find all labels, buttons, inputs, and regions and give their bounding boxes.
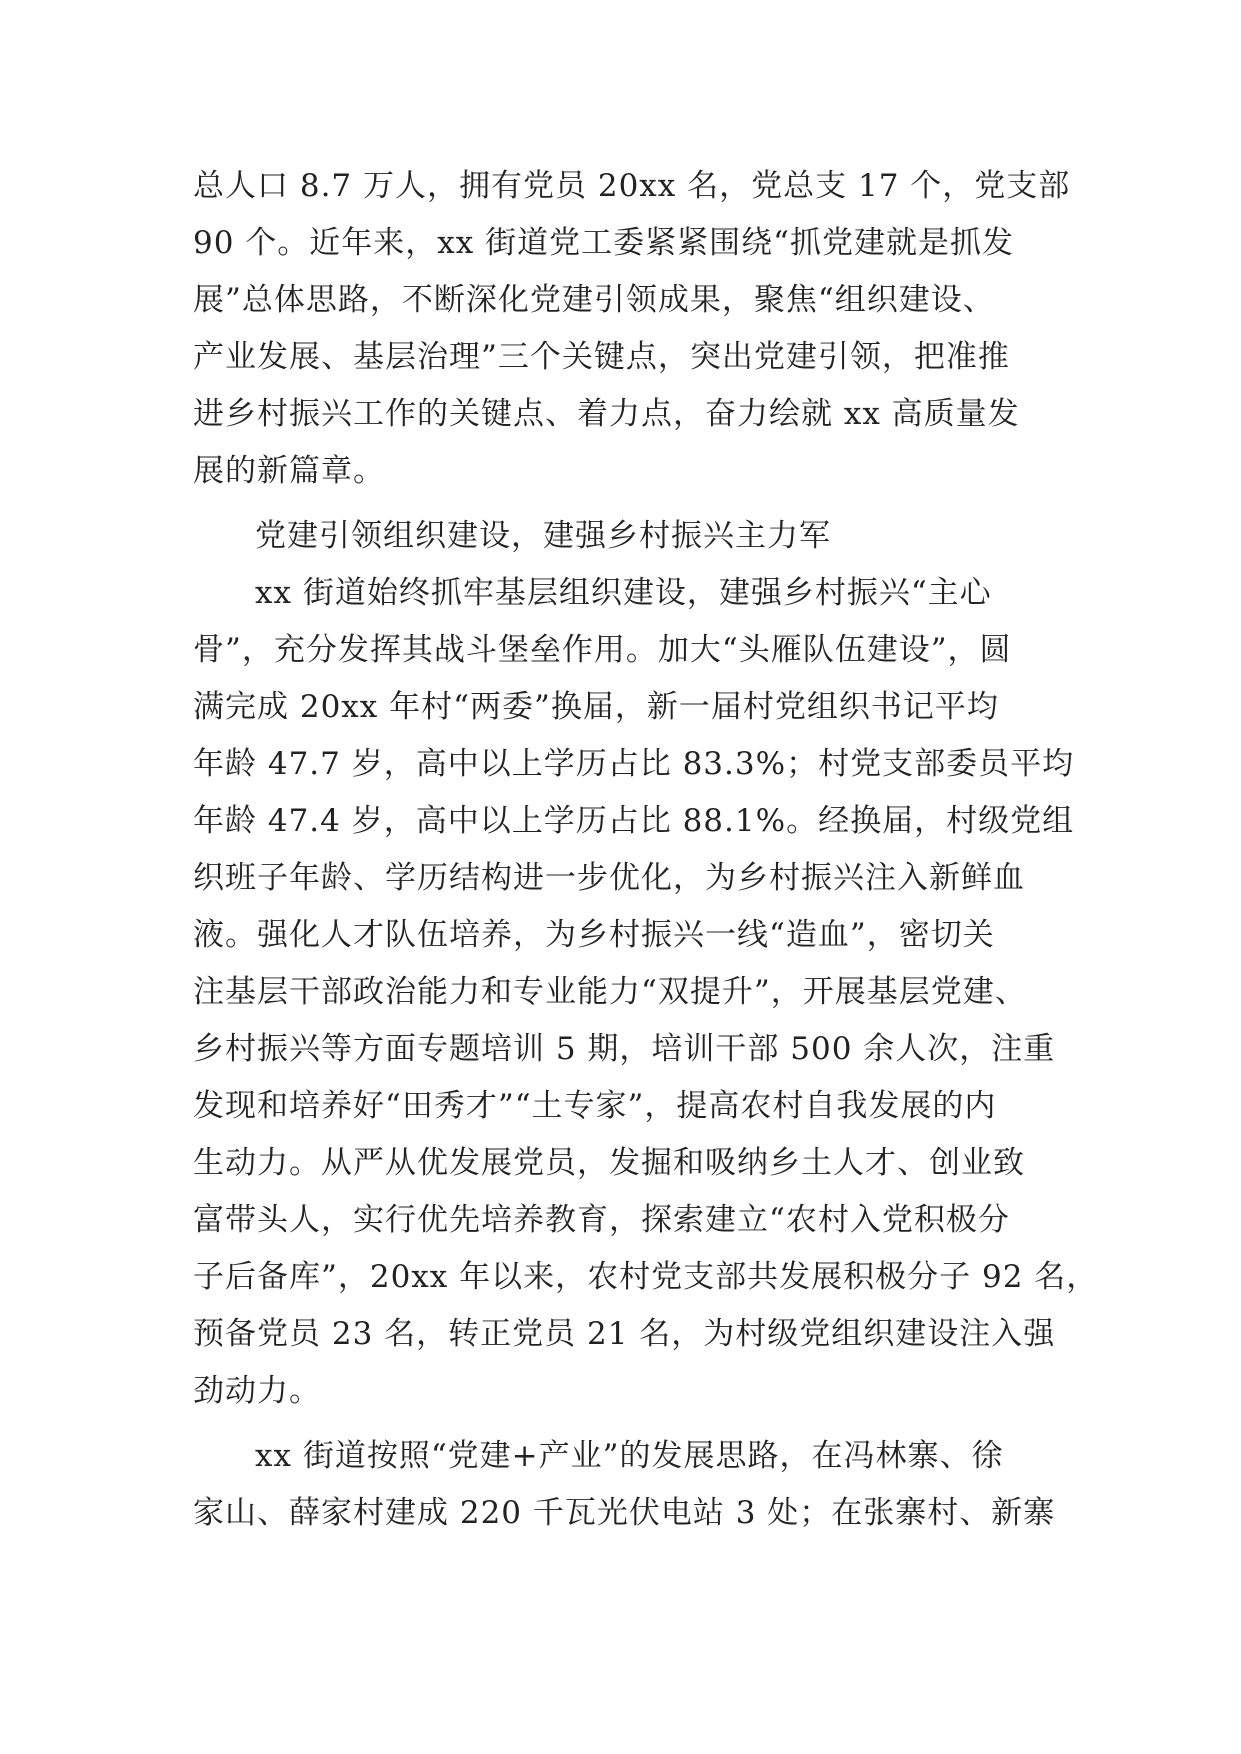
text-line: 注基层干部政治能力和专业能力“双提升”，开展基层党建、 — [193, 974, 1027, 1010]
text-line: 产业发展、基层治理”三个关键点，突出党建引领，把准推 — [193, 339, 1010, 375]
text-line: 满完成 20xx 年村“两委”换届，新一届村党组织书记平均 — [193, 689, 999, 725]
text-line: 进乡村振兴工作的关键点、着力点，奋力绘就 xx 高质量发 — [193, 396, 1020, 432]
document-body — [193, 158, 1099, 1542]
text-line: 乡村振兴等方面专题培训 5 期，培训干部 500 余人次，注重 — [193, 1031, 1056, 1067]
text-line: 家山、薛家村建成 220 千瓦光伏电站 3 处；在张寨村、新寨 — [193, 1495, 1056, 1531]
text-line: 劲动力。 — [193, 1373, 321, 1409]
text-line: 年龄 47.4 岁，高中以上学历占比 88.1%。经换届，村级党组 — [193, 803, 1075, 839]
text-line: 发现和培养好“田秀才”“土专家”，提高农村自我发展的内 — [193, 1088, 997, 1124]
organization-paragraph — [193, 565, 1099, 1420]
text-line: xx 街道始终抓牢基层组织建设，建强乡村振兴“主心 — [255, 575, 992, 611]
text-line: 生动力。从严从优发展党员，发掘和吸纳乡土人才、创业致 — [193, 1145, 1025, 1181]
text-line: 液。强化人才队伍培养，为乡村振兴一线“造血”，密切关 — [193, 917, 995, 953]
text-line: 子后备库”，20xx 年以来，农村党支部共发展积极分子 92 名， — [193, 1259, 1099, 1295]
text-line: 织班子年龄、学历结构进一步优化，为乡村振兴注入新鲜血 — [193, 860, 1025, 896]
text-line: 展”总体思路，不断深化党建引领成果，聚焦“组织建设、 — [193, 282, 995, 318]
text-line: 骨”，充分发挥其战斗堡垒作用。加大“头雁队伍建设”，圆 — [193, 632, 1012, 668]
section-heading: 党建引领组织建设，建强乡村振兴主力军 — [255, 518, 831, 554]
text-line: 富带头人，实行优先培养教育，探索建立“农村入党积极分 — [193, 1202, 1010, 1238]
text-line: 预备党员 23 名，转正党员 21 名，为村级党组织建设注入强 — [193, 1316, 1056, 1352]
text-line: xx 街道按照“党建+产业”的发展思路，在冯林寨、徐 — [255, 1438, 1004, 1474]
intro-paragraph — [193, 158, 1073, 500]
text-line: 展的新篇章。 — [193, 453, 385, 489]
text-line: 总人口 8.7 万人，拥有党员 20xx 名，党总支 17 个，党支部 — [193, 168, 1071, 204]
text-line: 年龄 47.7 岁，高中以上学历占比 83.3%；村党支部委员平均 — [193, 746, 1075, 782]
text-line: 90 个。近年来，xx 街道党工委紧紧围绕“抓党建就是抓发 — [193, 225, 1014, 261]
industry-paragraph — [193, 1428, 1073, 1542]
